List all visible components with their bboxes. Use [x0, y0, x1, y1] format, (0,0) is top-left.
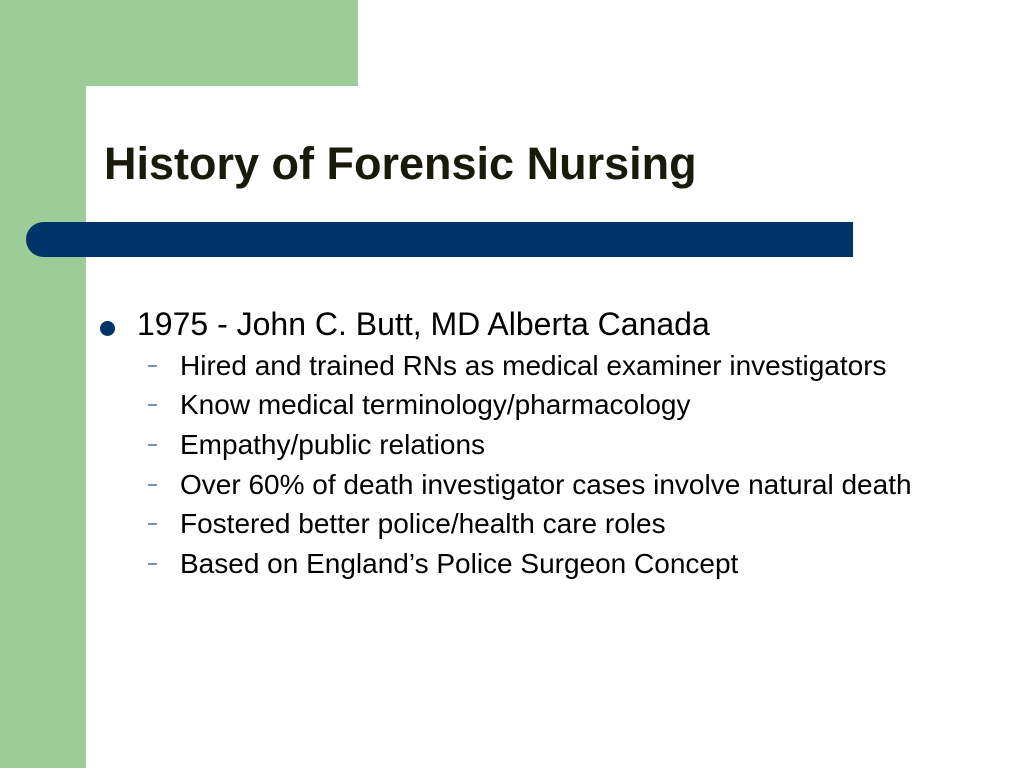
- sub-bullet-text: Based on England’s Police Surgeon Concept: [180, 547, 739, 579]
- sub-bullet-text: Empathy/public relations: [180, 428, 486, 460]
- slide-title: History of Forensic Nursing: [104, 138, 697, 189]
- sub-bullet-text: Over 60% of death investigator cases involve natural death: [180, 468, 912, 500]
- decorative-green-left-band: [0, 0, 86, 768]
- sub-bullet-item: [100, 468, 1000, 502]
- dash-icon: –: [148, 515, 157, 533]
- sub-bullet-item: [100, 388, 1000, 422]
- slide-body: [100, 306, 1000, 586]
- sub-bullet-item: [100, 547, 1000, 581]
- sub-bullet-text: Fostered better police/health care roles: [180, 508, 666, 540]
- sub-bullet-text: Know medical terminology/pharmacology: [180, 389, 691, 421]
- sub-bullet-text: Hired and trained RNs as medical examiner investigators: [180, 349, 887, 381]
- title-divider-bar: [26, 222, 853, 257]
- sub-bullet-item: [100, 507, 1000, 541]
- sub-bullet-item: [100, 428, 1000, 462]
- dash-icon: –: [148, 554, 157, 572]
- dash-icon: –: [148, 475, 157, 493]
- dash-icon: –: [148, 435, 157, 453]
- bullet-text: 1975 - John C. Butt, MD Alberta Canada: [137, 306, 710, 342]
- sub-bullet-item: [100, 349, 1000, 383]
- sub-bullet-list: [100, 349, 1000, 581]
- bullet-dot-icon: [100, 321, 115, 336]
- dash-icon: –: [148, 396, 157, 414]
- dash-icon: –: [148, 356, 157, 374]
- bullet-item: [100, 306, 1000, 343]
